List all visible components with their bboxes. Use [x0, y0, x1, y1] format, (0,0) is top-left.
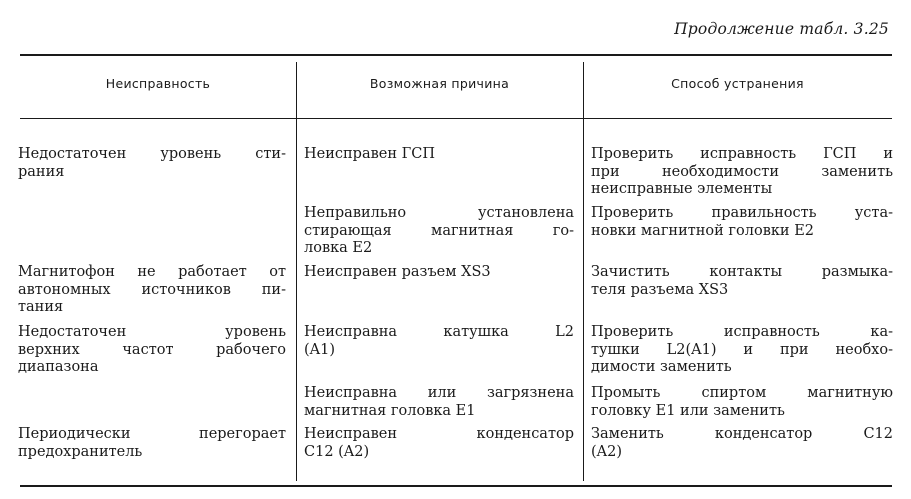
table-bottom-rule — [20, 485, 892, 487]
cell-line: ловка E2 — [304, 240, 373, 256]
table-caption: Продолжение табл. 3.25 — [674, 20, 889, 38]
cell-line: верхних частот рабочего — [18, 341, 286, 358]
row-3-cause — [304, 264, 574, 282]
row-5-remedy — [591, 385, 893, 420]
row-3-fault — [18, 264, 286, 317]
cell-line: магнитная головка E1 — [304, 402, 476, 419]
cell-line: Неисправна или загрязнена — [304, 385, 574, 401]
row-6-cause — [304, 426, 574, 461]
cell-line: Недостаточен уровень — [18, 324, 286, 340]
cell-line: Зачистить контакты размыка- — [591, 264, 893, 280]
column-divider-2 — [583, 62, 584, 481]
cell-line: Неисправен ГСП — [304, 146, 435, 162]
cell-line: предохранитель — [18, 443, 143, 460]
row-6-fault — [18, 426, 286, 461]
cell-line: Неисправен разъем XS3 — [304, 264, 491, 280]
cell-line: теля разъема XS3 — [591, 281, 729, 298]
cell-line: автономных источников пи- — [18, 281, 286, 298]
cell-line: C12 (A2) — [304, 443, 370, 460]
cell-line: головку E1 или заменить — [591, 402, 785, 419]
row-5-cause — [304, 385, 574, 420]
row-1-fault — [18, 146, 286, 181]
cell-line: неисправные элементы — [591, 181, 773, 197]
cell-line: тания — [18, 299, 64, 315]
row-1-cause — [304, 146, 574, 164]
header-cause: Возможная причина — [369, 76, 510, 91]
row-2-cause — [304, 205, 574, 258]
cell-line: Заменить конденсатор C12 — [591, 426, 893, 442]
cell-line: Неисправен конденсатор — [304, 426, 574, 442]
row-2-remedy — [591, 205, 893, 240]
table-header-rule — [20, 118, 892, 119]
cell-line: (A2) — [591, 443, 623, 460]
row-4-fault — [18, 324, 286, 377]
cell-line: Магнитофон не работает от — [18, 264, 286, 280]
cell-line: Промыть спиртом магнитную — [591, 385, 893, 401]
row-1-remedy — [591, 146, 893, 199]
header-remedy: Способ устранения — [671, 76, 804, 91]
cell-line: Периодически перегорает — [18, 426, 286, 442]
row-3-remedy — [591, 264, 893, 299]
cell-line: Недостаточен уровень сти- — [18, 146, 286, 162]
cell-line: новки магнитной головки E2 — [591, 222, 815, 239]
cell-line: Проверить исправность ГСП и — [591, 146, 893, 162]
cell-line: рания — [18, 163, 65, 180]
row-4-remedy — [591, 324, 893, 377]
row-6-remedy — [591, 426, 893, 461]
cell-line: Неисправна катушка L2 — [304, 324, 574, 340]
cell-line: диапазона — [18, 359, 99, 375]
cell-line: Проверить исправность ка- — [591, 324, 893, 340]
table-top-rule — [20, 54, 892, 56]
cell-line: Неправильно установлена — [304, 205, 574, 221]
cell-line: Проверить правильность уста- — [591, 205, 893, 221]
cell-line: при необходимости заменить — [591, 163, 893, 180]
header-fault: Неисправность — [105, 76, 211, 91]
row-4-cause — [304, 324, 574, 359]
column-divider-1 — [296, 62, 297, 481]
cell-line: (A1) — [304, 341, 336, 358]
cell-line: стирающая магнитная го- — [304, 222, 574, 239]
cell-line: димости заменить — [591, 359, 732, 375]
cell-line: тушки L2(A1) и при необхо- — [591, 341, 893, 358]
